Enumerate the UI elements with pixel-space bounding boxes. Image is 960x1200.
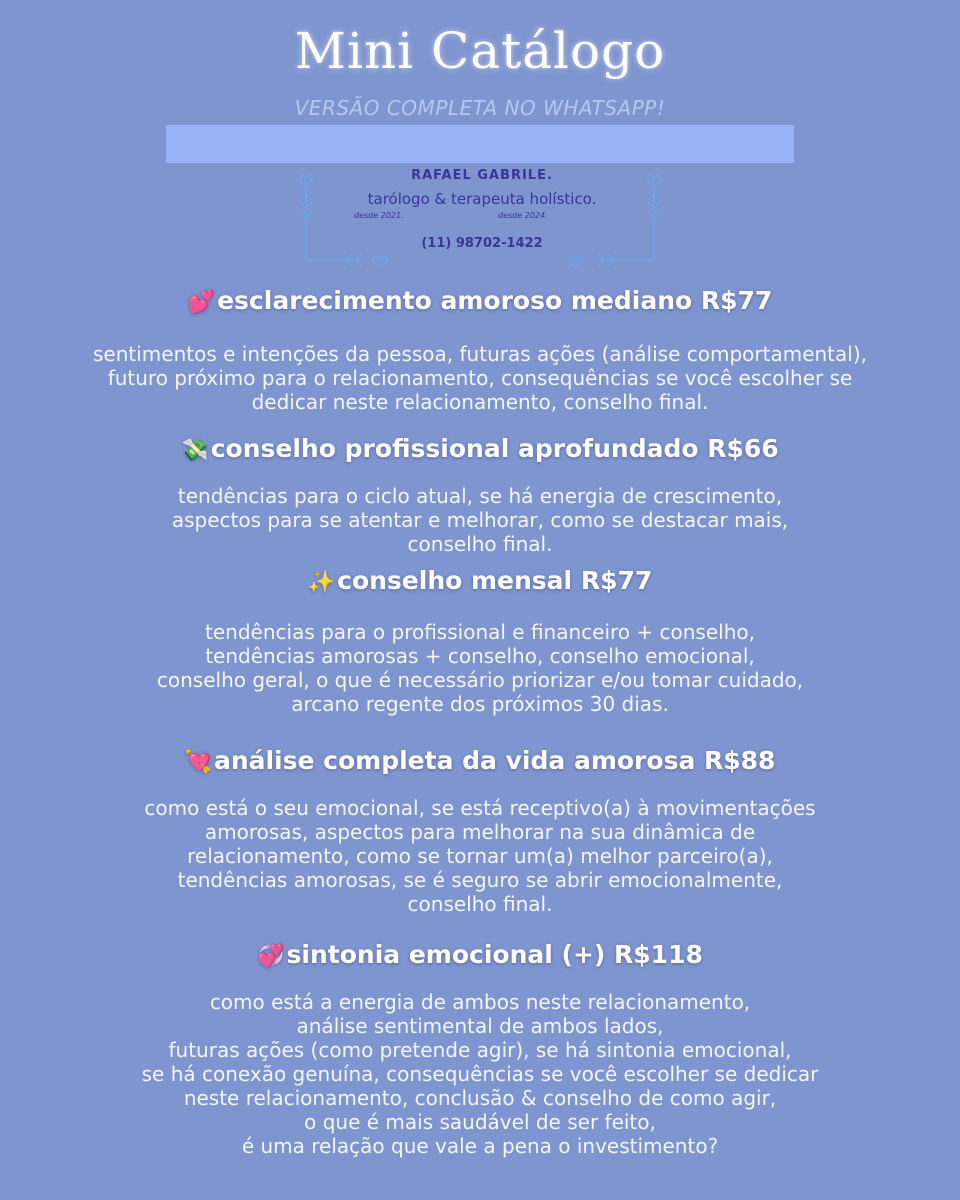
service-description-1: sentimentos e intenções da pessoa, futuras ações (análise comportamental), futuro próximo para o relacionamento, consequências se você escolher se dedicar neste relacionamento, conselho final. xyxy=(93,342,867,414)
phone-number: (11) 98702-1422 xyxy=(421,236,543,251)
contact-card xyxy=(296,168,668,272)
ornament-frame xyxy=(296,168,668,272)
since-label-right: desde 2024. xyxy=(498,211,548,220)
service-description-3: tendências para o profissional e financeiro + conselho, tendências amorosas + conselho, conselho emocional, conselho geral, o que é necessário priorizar e/ou tomar cuidado, arcano regente dos próximos 30 dias. xyxy=(156,620,804,716)
money-wings-icon: 💸 xyxy=(181,438,209,463)
service-title-4: 💘análise completa da vida amorosa R$88 xyxy=(184,746,776,775)
page-title: Mini Catálogo xyxy=(294,22,666,80)
service-title-5: 💞sintonia emocional (+) R$118 xyxy=(257,940,703,969)
revolving-hearts-icon: 💞 xyxy=(257,944,285,969)
sparkles-icon: ✨ xyxy=(307,570,336,595)
service-description-2: tendências para o ciclo atual, se há energia de crescimento, aspectos para se atentar e melhorar, como se destacar mais, conselho final. xyxy=(171,484,789,556)
heart-arrow-icon: 💘 xyxy=(184,750,212,775)
service-title-1: 💕esclarecimento amoroso mediano R$77 xyxy=(187,286,773,315)
accent-banner xyxy=(166,125,794,163)
since-label-left: desde 2021. xyxy=(354,211,404,220)
hearts-icon: 💕 xyxy=(187,290,216,315)
service-title-2: 💸conselho profissional aprofundado R$66 xyxy=(181,434,779,463)
service-description-5: como está a energia de ambos neste relacionamento, análise sentimental de ambos lados, futuras ações (como pretende agir), se há sintonia emocional, se há conexão genuína, consequências se você escolher se dedicar neste relacionamento, conclusão & conselho de como agir, o que é mais saudável de ser feito, é uma relação que vale a pena o investimento? xyxy=(141,990,819,1158)
practitioner-name: RAFAEL GABRILE. xyxy=(411,168,553,183)
service-description-4: como está o seu emocional, se está receptivo(a) à movimentações amorosas, aspectos para melhorar na sua dinâmica de relacionamento, como se tornar um(a) melhor parceiro(a), tendências amorosas, se é seguro se abrir emocionalmente, conselho final. xyxy=(144,796,816,916)
page-subtitle: VERSÃO COMPLETA NO WHATSAPP! xyxy=(294,96,666,120)
practitioner-role: tarólogo & terapeuta holístico. xyxy=(367,190,597,208)
service-title-3: ✨conselho mensal R$77 xyxy=(307,566,653,595)
